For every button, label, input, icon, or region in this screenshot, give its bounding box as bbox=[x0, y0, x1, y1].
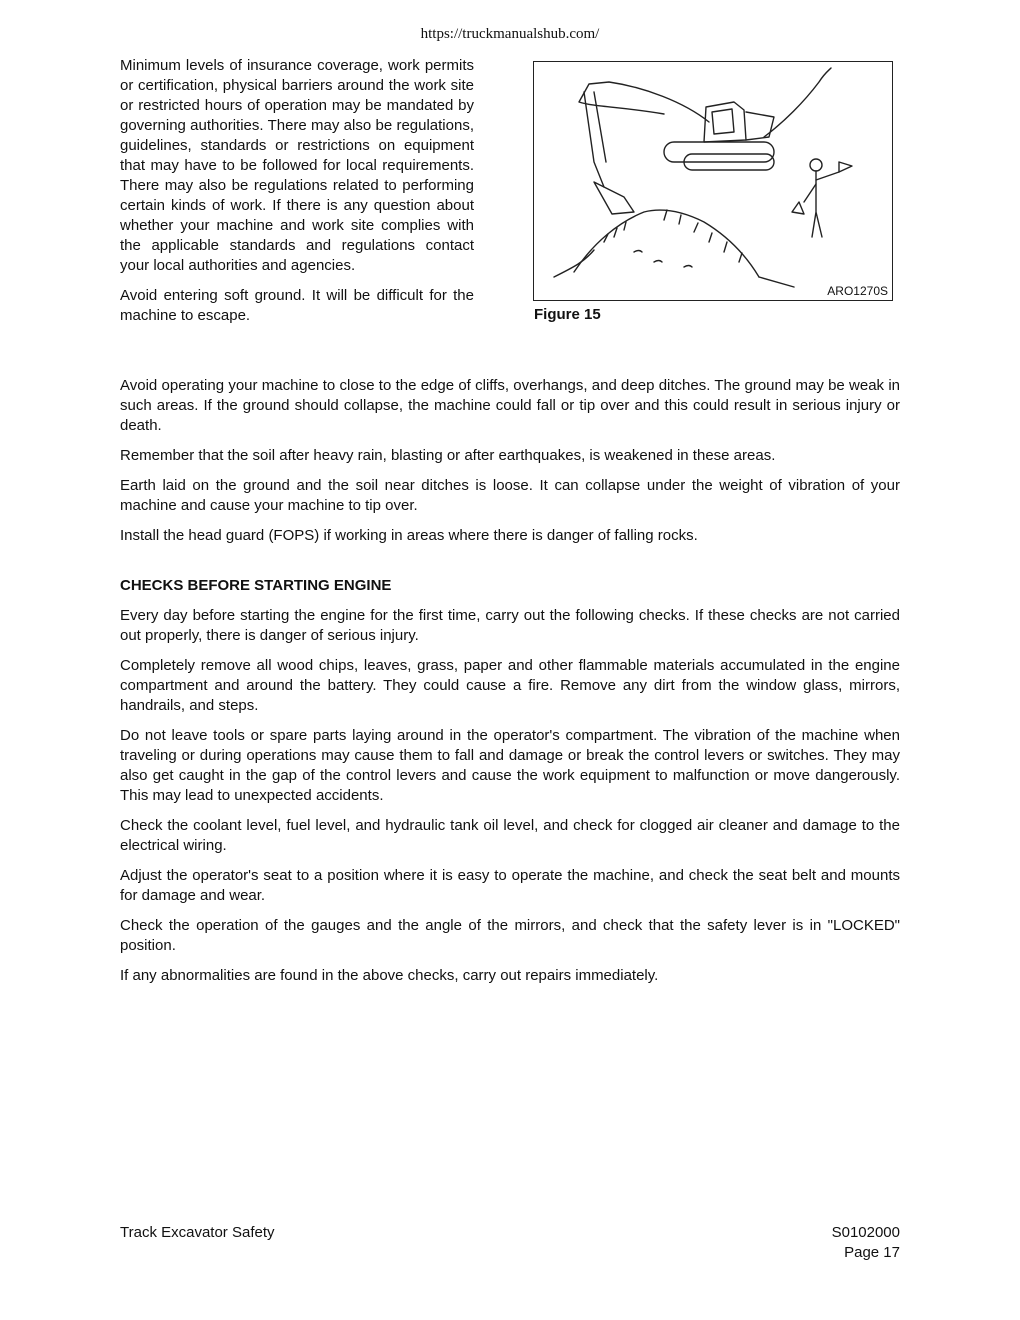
footer-page-info bbox=[832, 1223, 900, 1263]
source-url[interactable]: https://truckmanualshub.com/ bbox=[420, 26, 600, 42]
figure-15-illustration bbox=[533, 61, 893, 301]
section-heading: CHECKS BEFORE STARTING ENGINE bbox=[120, 577, 392, 594]
footer-title: Track Excavator Safety bbox=[120, 1224, 275, 1241]
paragraph-loose-tools: Do not leave tools or spare parts laying around in the operator's compartment. The vibration of the machine when traveling or during operations may cause them to fall and damage or break the control levers or switches. They may also get caught in the gap of the control levers and cause the work equipment to malfunction or move dangerously. This may lead to unexpected accidents. bbox=[120, 727, 900, 804]
paragraph-loose-earth: Earth laid on the ground and the soil near ditches is loose. It can collapse under the weight of vibration of your machine and cause your machine to tip over. bbox=[120, 477, 900, 514]
paragraph-repairs: If any abnormalities are found in the above checks, carry out repairs immediately. bbox=[120, 967, 659, 984]
paragraph-daily-checks: Every day before starting the engine for the first time, carry out the following checks. If these checks are not carried out properly, there is danger of serious injury. bbox=[120, 607, 900, 644]
paragraph-regulations: Minimum levels of insurance coverage, work permits or certification, physical barriers around the work site or restricted hours of operation may be mandated by governing authorities. There may also be regulations, guidelines, standards or restrictions on equipment that may have to be followed for local requirements. There may also be regulations related to performing certain kinds of work. If there is any question about whether your machine and work site complies with the applicable standards and regulations contact your local authorities and agencies. bbox=[120, 57, 474, 274]
footer-page-number: Page 17 bbox=[844, 1244, 900, 1261]
paragraph-remove-flammables: Completely remove all wood chips, leaves, grass, paper and other flammable materials accumulated in the engine compartment and around the battery. They could cause a fire. Remove any dirt from the window glass, mirrors, handrails, and steps. bbox=[120, 657, 900, 714]
paragraph-fluid-levels: Check the coolant level, fuel level, and hydraulic tank oil level, and check for clogged air cleaner and damage to the electrical wiring. bbox=[120, 817, 900, 854]
main-content bbox=[120, 376, 900, 996]
figure-caption: Figure 15 bbox=[534, 306, 601, 323]
paragraph-gauges-mirrors: Check the operation of the gauges and the angle of the mirrors, and check that the safety lever is in "LOCKED" position. bbox=[120, 917, 900, 954]
paragraph-soft-ground: Avoid entering soft ground. It will be difficult for the machine to escape. bbox=[120, 287, 474, 324]
footer-doc-code: S0102000 bbox=[831, 1224, 900, 1241]
paragraph-seat-adjust: Adjust the operator's seat to a position where it is easy to operate the machine, and check the seat belt and mounts for damage and wear. bbox=[120, 867, 900, 904]
intro-column bbox=[120, 56, 474, 336]
paragraph-weak-soil: Remember that the soil after heavy rain, blasting or after earthquakes, is weakened in these areas. bbox=[120, 447, 776, 464]
paragraph-cliff-edges: Avoid operating your machine to close to the edge of cliffs, overhangs, and deep ditches. The ground may be weak in such areas. If the ground should collapse, the machine could fall or tip over and this could result in serious injury or death. bbox=[120, 377, 900, 434]
figure-code: ARO1270S bbox=[827, 284, 888, 298]
paragraph-head-guard: Install the head guard (FOPS) if working in areas where there is danger of falling rocks. bbox=[120, 527, 698, 544]
excavator-near-cliff-drawing bbox=[534, 62, 893, 301]
